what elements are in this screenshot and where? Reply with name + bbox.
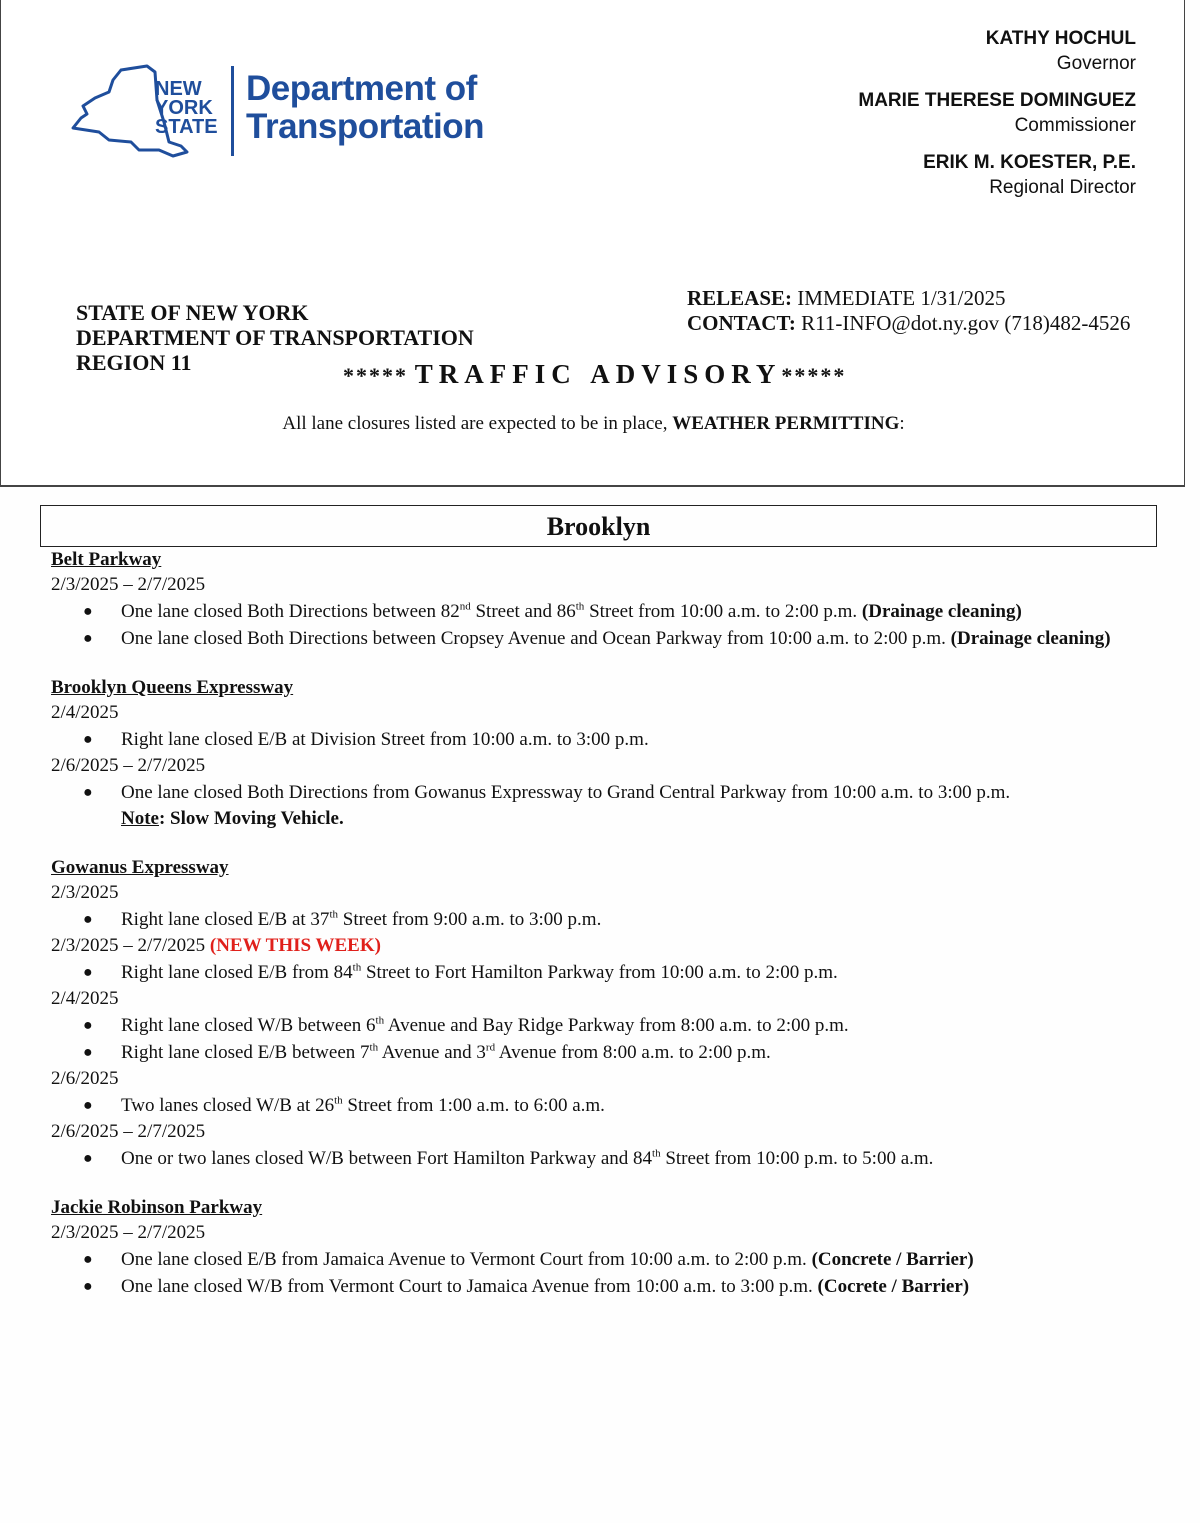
closure-text: Avenue and Bay Ridge Parkway from 8:00 a.m. to 2:00 p.m. [384, 1015, 849, 1036]
logo-divider [231, 66, 234, 156]
traffic-advisory-title [343, 359, 846, 390]
closure-date [51, 572, 1171, 598]
bullet-icon: ● [83, 964, 93, 981]
closure-text: Right lane closed E/B at Division Street from 10:00 a.m. to 3:00 p.m. [121, 729, 649, 750]
date-text: 2/3/2025 – 2/7/2025 [51, 1222, 206, 1243]
date-text: 2/3/2025 – 2/7/2025 [51, 935, 206, 956]
release-label: RELEASE: [687, 286, 793, 310]
road-name: Gowanus Expressway [51, 857, 229, 878]
closure-text: Two lanes closed W/B at 26 [121, 1095, 335, 1116]
closure-date [51, 986, 1171, 1012]
note-text: : Slow Moving Vehicle. [158, 808, 344, 829]
closure-text: Street to Fort Hamilton Parkway from 10:00 a.m. to 2:00 p.m. [361, 962, 838, 983]
closure-item [51, 1145, 1171, 1172]
date-text: 2/3/2025 – 2/7/2025 [51, 574, 206, 595]
closure-text: One or two lanes closed W/B between Fort Hamilton Parkway and 84 [121, 1148, 653, 1169]
road-section [51, 676, 1171, 832]
closure-item [51, 1273, 1171, 1300]
date-text: 2/6/2025 [51, 1068, 119, 1089]
road-section [51, 1196, 1171, 1300]
advisory-stars-right: ***** [781, 363, 847, 388]
official-title: Commissioner [1014, 115, 1136, 136]
closure-item [51, 1039, 1171, 1066]
closure-reason: (Drainage cleaning) [950, 628, 1111, 649]
new-york-state-outline-icon [69, 62, 229, 162]
weather-note-text: All lane closures listed are expected to be in place, [282, 413, 673, 434]
date-text: 2/4/2025 [51, 702, 119, 723]
closure-item [51, 1246, 1171, 1273]
bullet-icon: ● [83, 1278, 93, 1295]
closure-item [51, 598, 1171, 625]
closure-text: Street from 10:00 a.m. to 2:00 p.m. [584, 601, 862, 622]
agency-line: STATE OF NEW YORK [76, 300, 309, 325]
closure-item [51, 959, 1171, 986]
bullet-icon: ● [83, 1097, 93, 1114]
closure-text: One lane closed E/B from Jamaica Avenue to Vermont Court from 10:00 a.m. to 2:00 p.m. [121, 1249, 812, 1270]
closure-date [51, 880, 1171, 906]
ordinal-suffix: rd [485, 1041, 496, 1054]
release-contact-block [687, 286, 1130, 336]
contact-line [687, 311, 1130, 336]
ordinal-suffix: th [369, 1041, 379, 1054]
closure-item [51, 1092, 1171, 1119]
agency-line: REGION 11 [76, 350, 192, 375]
bullet-icon: ● [83, 630, 93, 647]
closure-text: Right lane closed E/B between 7 [121, 1042, 370, 1063]
ordinal-suffix: th [329, 908, 338, 921]
advisory-stars-left: ***** [343, 363, 408, 388]
closure-text: Street and 86 [470, 601, 576, 622]
official-name: KATHY HOCHUL [985, 28, 1136, 49]
closure-text: One lane closed Both Directions between Cropsey Avenue and Ocean Parkway from 10:00 a.m. to 2:00 p.m. [121, 628, 951, 649]
closure-item [51, 906, 1171, 933]
closure-date [51, 1220, 1171, 1246]
bullet-icon: ● [83, 1044, 93, 1061]
closure-text: Right lane closed E/B at 37 [121, 909, 330, 930]
closure-date [51, 700, 1171, 726]
road-name: Brooklyn Queens Expressway [51, 677, 294, 698]
advisory-word-advisory: ADVISORY [590, 359, 782, 389]
closure-text: Street from 9:00 a.m. to 3:00 p.m. [338, 909, 602, 930]
closure-text: Right lane closed W/B between 6 [121, 1015, 376, 1036]
closure-reason: (Drainage cleaning) [861, 601, 1022, 622]
closure-item [51, 779, 1171, 806]
contact-value[interactable]: R11-INFO@dot.ny.gov (718)482-4526 [801, 311, 1131, 335]
logo-dept-line-1: Department of [246, 69, 477, 108]
logo-new: NEW [155, 78, 202, 100]
bullet-icon: ● [83, 603, 93, 620]
road-section [51, 856, 1171, 1172]
official-name: ERIK M. KOESTER, P.E. [923, 152, 1136, 173]
ordinal-suffix: th [652, 1147, 661, 1160]
closure-date [51, 753, 1171, 779]
date-text: 2/3/2025 [51, 882, 119, 903]
weather-note [1, 413, 1186, 435]
ordinal-suffix: th [375, 1014, 385, 1027]
logo-state: STATE [155, 116, 218, 138]
bullet-icon: ● [83, 784, 93, 801]
logo-department-name [246, 70, 546, 146]
official-governor [858, 26, 1136, 76]
official-title: Regional Director [989, 177, 1136, 198]
closure-item [51, 1012, 1171, 1039]
closure-date [51, 933, 1171, 959]
closure-reason: (Cocrete / Barrier) [817, 1276, 970, 1297]
ordinal-suffix: th [352, 961, 362, 974]
weather-note-emphasis: WEATHER PERMITTING [672, 413, 900, 434]
bullet-icon: ● [83, 1150, 93, 1167]
logo-york: YORK [155, 97, 213, 119]
closure-text: Right lane closed E/B from 84 [121, 962, 353, 983]
road-section [51, 548, 1171, 652]
bullet-icon: ● [83, 1251, 93, 1268]
ordinal-suffix: th [575, 600, 585, 613]
closure-note [51, 806, 1171, 832]
date-text: 2/4/2025 [51, 988, 119, 1009]
date-text: 2/6/2025 – 2/7/2025 [51, 755, 206, 776]
closure-reason: (Concrete / Barrier) [811, 1249, 974, 1270]
closure-date [51, 1119, 1171, 1145]
closure-text: Street from 10:00 p.m. to 5:00 a.m. [660, 1148, 934, 1169]
official-commissioner [858, 88, 1136, 138]
bullet-icon: ● [83, 911, 93, 928]
officials-list [858, 26, 1136, 212]
note-label: Note [121, 808, 159, 829]
closure-text: Street from 1:00 a.m. to 6:00 a.m. [342, 1095, 605, 1116]
bullet-icon: ● [83, 1017, 93, 1034]
bullet-icon: ● [83, 731, 93, 748]
weather-note-end: : [899, 413, 905, 434]
release-line [687, 286, 1130, 311]
road-name: Belt Parkway [51, 549, 162, 570]
closure-text: Avenue and 3 [378, 1042, 486, 1063]
closure-item [51, 726, 1171, 753]
closure-text: One lane closed W/B from Vermont Court to Jamaica Avenue from 10:00 a.m. to 3:00 p.m. [121, 1276, 818, 1297]
release-value: IMMEDIATE 1/31/2025 [797, 286, 1006, 310]
official-name: MARIE THERESE DOMINGUEZ [858, 90, 1136, 111]
closures-list [51, 548, 1171, 1324]
closure-text: Avenue from 8:00 a.m. to 2:00 p.m. [495, 1042, 771, 1063]
agency-line: DEPARTMENT OF TRANSPORTATION [76, 325, 474, 350]
advisory-word-traffic: TRAFFIC [414, 359, 577, 389]
official-title: Governor [1056, 53, 1136, 74]
closure-text: One lane closed Both Directions between 82 [121, 601, 460, 622]
official-regional-director [858, 150, 1136, 200]
contact-label: CONTACT: [687, 311, 796, 335]
logo-dept-line-2: Transportation [246, 107, 485, 146]
borough-heading: Brooklyn [40, 505, 1157, 547]
closure-text: One lane closed Both Directions from Gowanus Expressway to Grand Central Parkway from 10:00 a.m. to 3:00 p.m. [121, 782, 1011, 803]
ordinal-suffix: nd [459, 600, 471, 613]
ordinal-suffix: th [334, 1094, 343, 1107]
date-text: 2/6/2025 – 2/7/2025 [51, 1121, 206, 1142]
new-this-week-badge: (NEW THIS WEEK) [209, 935, 381, 956]
closure-date [51, 1066, 1171, 1092]
road-name: Jackie Robinson Parkway [51, 1197, 263, 1218]
letterhead [0, 0, 1185, 487]
closure-item [51, 625, 1171, 652]
